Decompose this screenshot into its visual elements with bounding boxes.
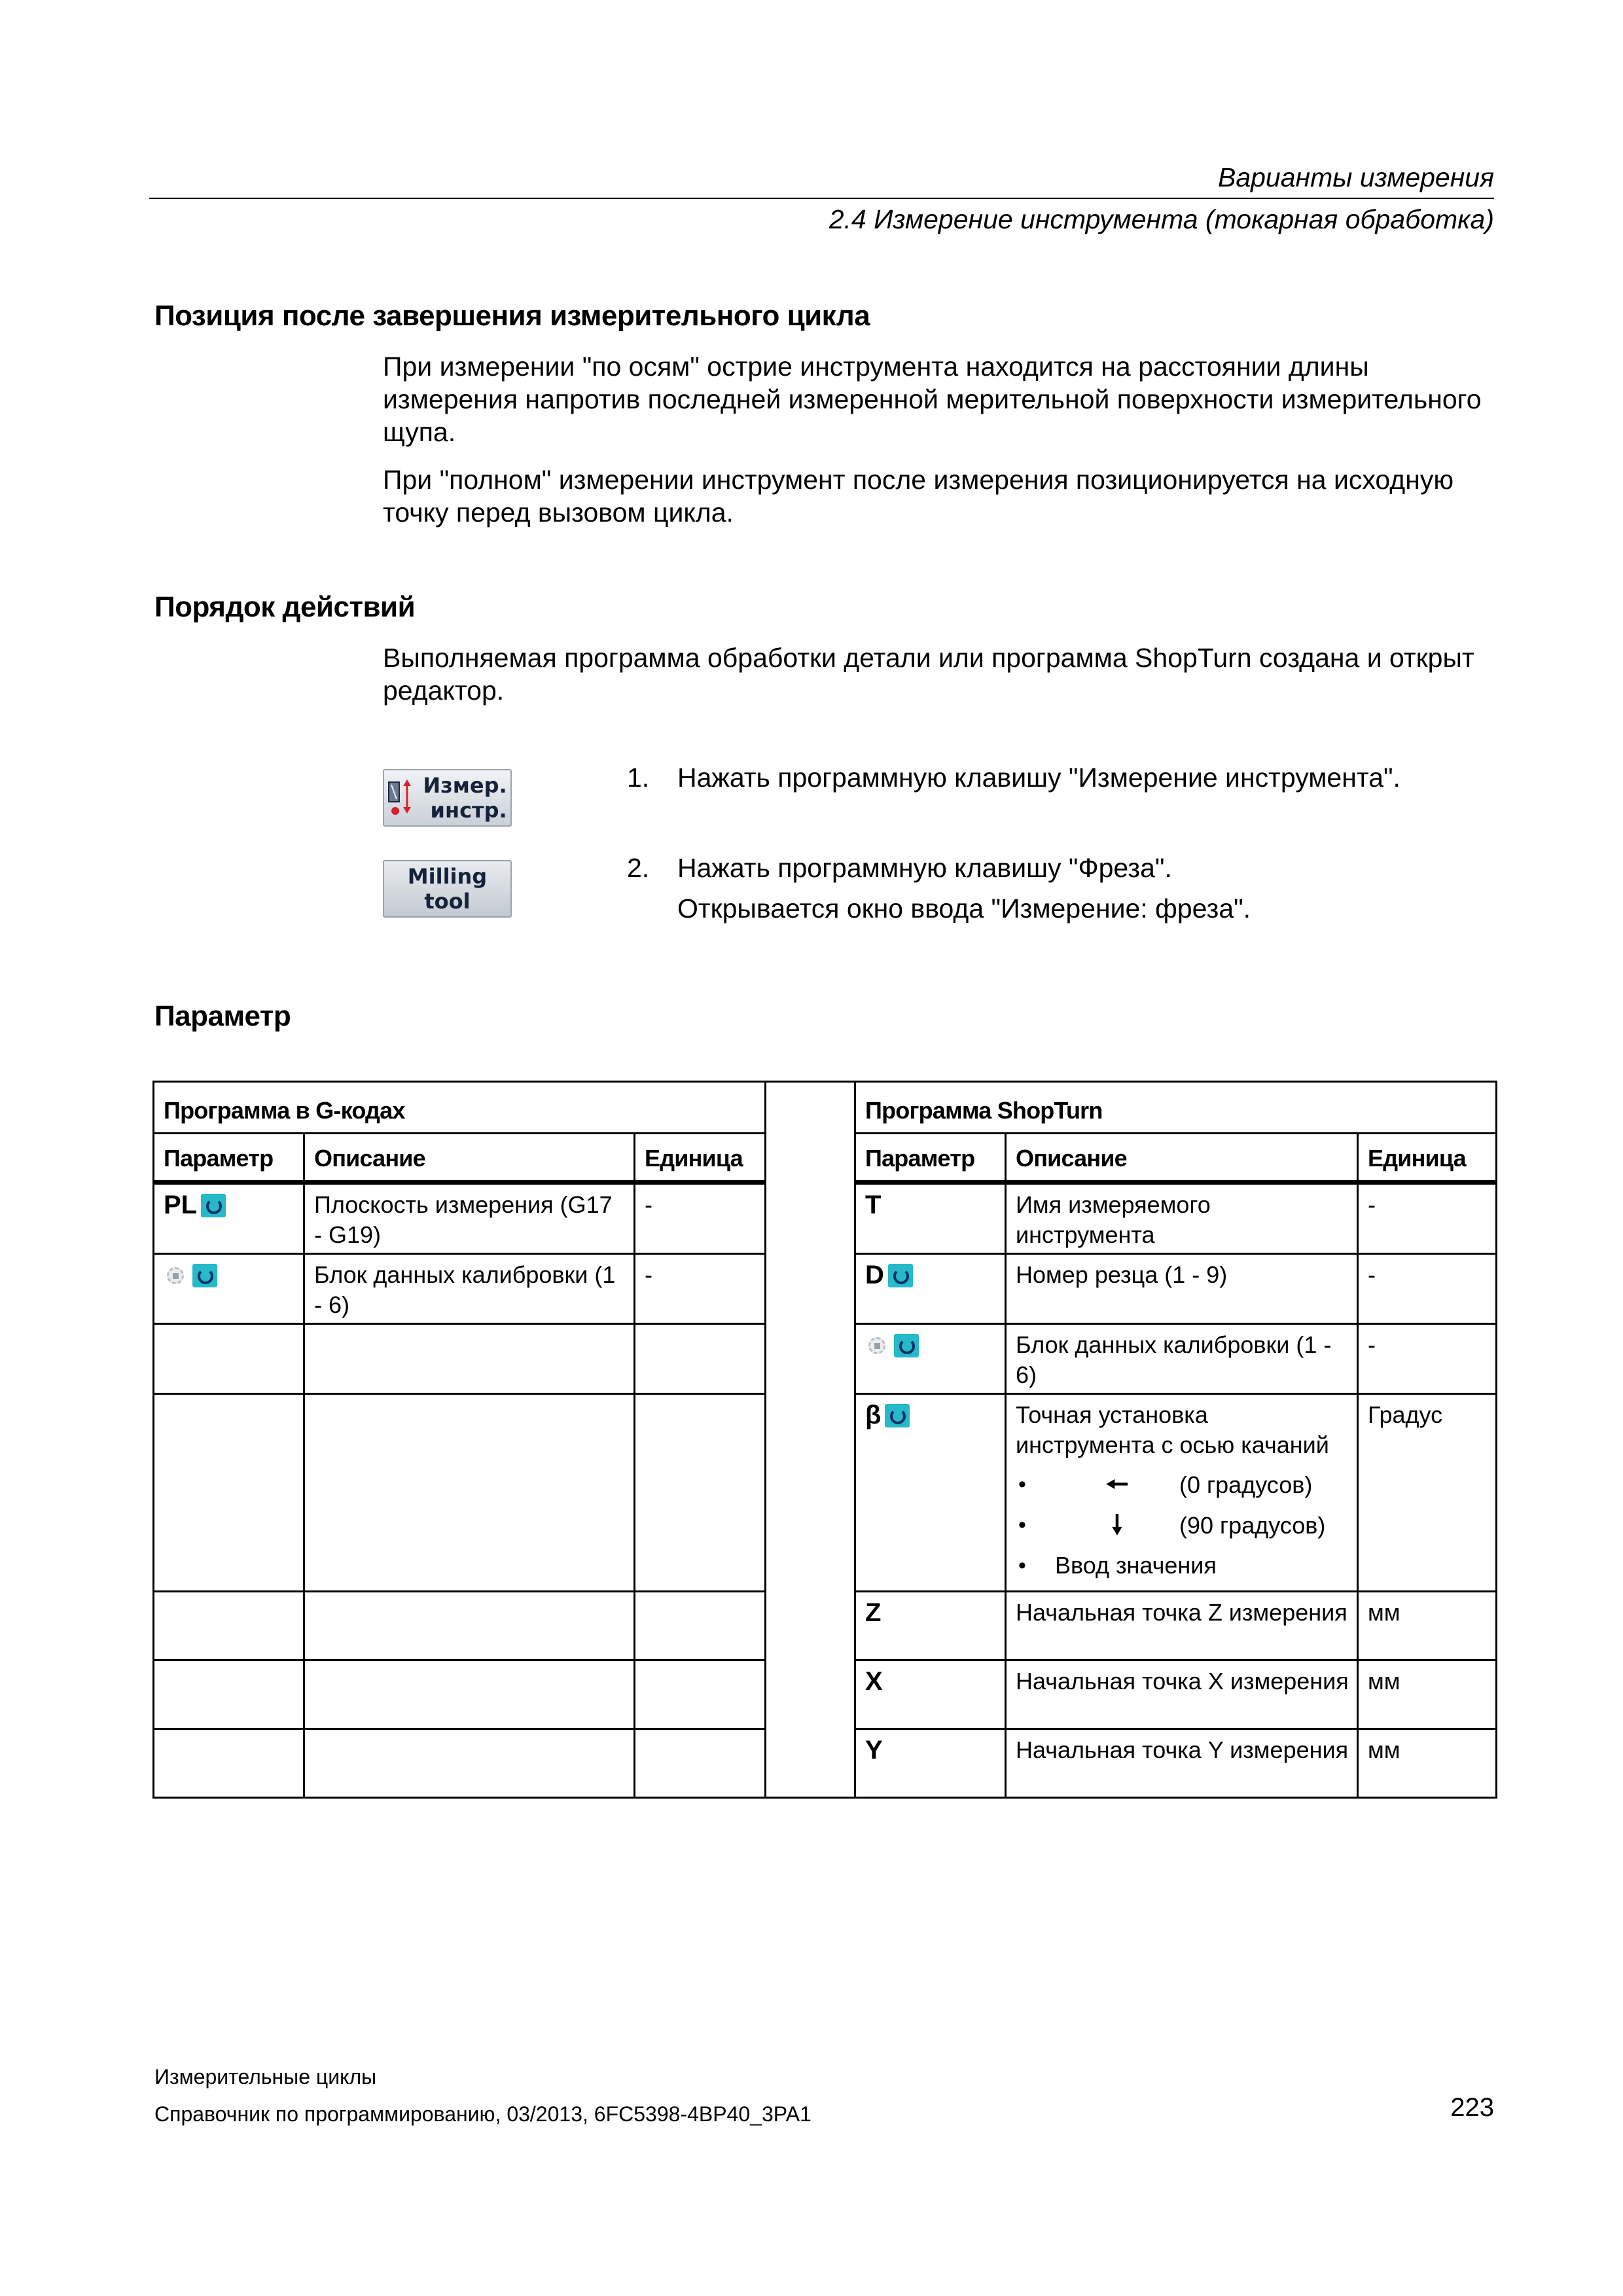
section-title-parameters: Параметр	[154, 1000, 291, 1032]
unit-cell: мм	[1358, 1729, 1497, 1798]
option-0-deg: • 🠔 (0 градусов)	[1016, 1464, 1349, 1505]
empty-cell	[154, 1324, 304, 1394]
empty-cell	[154, 1729, 304, 1798]
empty-cell	[635, 1729, 766, 1798]
desc-cell: Номер резца (1 - 9)	[1006, 1254, 1358, 1324]
measure-tool-icon	[387, 778, 416, 817]
param-name: β	[865, 1401, 882, 1429]
desc-cell	[1006, 1394, 1358, 1592]
empty-cell	[304, 1660, 635, 1729]
header-chapter: Варианты измерения	[1217, 162, 1494, 192]
table-spacer-column	[766, 1082, 855, 1798]
desc-cell: Начальная точка X измерения	[1006, 1660, 1358, 1729]
gcode-col-param: Параметр	[154, 1134, 304, 1183]
step-1-text: Нажать программную клавишу "Измерение инструмента".	[677, 762, 1400, 793]
header-section: 2.4 Измерение инструмента (токарная обработка)	[829, 204, 1494, 234]
shopturn-col-param: Параметр	[855, 1134, 1006, 1183]
option-90-deg: • 🠗 (90 градусов)	[1016, 1505, 1349, 1545]
beta-description: Точная установка инструмента с осью качаний	[1016, 1401, 1329, 1458]
milling-tool-softkey-line2: tool	[424, 889, 471, 914]
unit-cell: мм	[1358, 1592, 1497, 1660]
param-cell: X	[855, 1660, 1006, 1729]
param-cell	[855, 1394, 1006, 1592]
empty-cell	[304, 1592, 635, 1660]
param-name: PL	[164, 1191, 198, 1219]
measure-tool-softkey[interactable]	[383, 769, 512, 827]
section-title-procedure: Порядок действий	[154, 591, 416, 623]
footer-reference: Справочник по программированию, 03/2013, 6FC5398-4BP40_3PA1	[154, 2102, 812, 2126]
desc-cell: Блок данных калибровки (1 - 6)	[304, 1254, 635, 1324]
step-1-number: 1.	[627, 762, 650, 793]
empty-cell	[635, 1394, 766, 1592]
unit-cell: -	[1358, 1183, 1497, 1254]
param-cell: Y	[855, 1729, 1006, 1798]
calibration-data-icon	[865, 1334, 890, 1357]
empty-cell	[304, 1394, 635, 1592]
gcode-col-desc: Описание	[304, 1134, 635, 1183]
toggle-icon[interactable]	[201, 1194, 226, 1217]
empty-cell	[635, 1592, 766, 1660]
step-2-number: 2.	[627, 853, 650, 883]
desc-cell: Начальная точка Y измерения	[1006, 1729, 1358, 1798]
desc-cell: Имя измеряемого инструмента	[1006, 1183, 1358, 1254]
parameter-table	[152, 1081, 1497, 1799]
param-cell: Z	[855, 1592, 1006, 1660]
param-cell	[855, 1254, 1006, 1324]
unit-cell: Градус	[1358, 1394, 1497, 1592]
page-number: 223	[1450, 2093, 1494, 2122]
empty-cell	[635, 1324, 766, 1394]
shopturn-col-unit: Единица	[1358, 1134, 1497, 1183]
measure-tool-softkey-line2: инстр.	[430, 798, 507, 823]
unit-cell: -	[1358, 1254, 1497, 1324]
empty-cell	[154, 1592, 304, 1660]
position-paragraph-1: При измерении "по осям" острие инструмента находится на расстоянии длины измерения напротив последней измеренной мерительной поверхности измерительного щупа.	[383, 351, 1482, 447]
empty-cell	[304, 1324, 635, 1394]
footer-book-title: Измерительные циклы	[154, 2065, 377, 2089]
option-value-input: • Ввод значения	[1016, 1545, 1349, 1586]
beta-options	[1016, 1464, 1349, 1586]
param-name: D	[865, 1261, 884, 1289]
toggle-icon[interactable]	[192, 1264, 217, 1287]
gcode-program-header: Программа в G-кодах	[154, 1082, 766, 1134]
section-title-position: Позиция после завершения измерительного цикла	[154, 300, 870, 332]
empty-cell	[154, 1394, 304, 1592]
empty-cell	[154, 1660, 304, 1729]
calibration-data-icon	[164, 1264, 188, 1287]
param-cell	[154, 1183, 304, 1254]
shopturn-col-desc: Описание	[1006, 1134, 1358, 1183]
empty-cell	[304, 1729, 635, 1798]
arrow-down-icon: 🠗	[1111, 1511, 1123, 1539]
desc-cell: Плоскость измерения (G17 - G19)	[304, 1183, 635, 1254]
toggle-icon[interactable]	[885, 1404, 910, 1427]
measure-tool-softkey-line1: Измер.	[423, 773, 507, 798]
unit-cell: -	[635, 1254, 766, 1324]
toggle-icon[interactable]	[894, 1334, 919, 1357]
milling-tool-softkey-line1: Milling	[407, 864, 488, 889]
position-paragraph-2: При "полном" измерении инструмент после измерения позиционируется на исходную точку перед вызовом цикла.	[383, 465, 1454, 528]
arrow-left-icon: 🠔	[1105, 1470, 1129, 1499]
milling-tool-softkey[interactable]	[383, 860, 512, 918]
header-rule	[149, 198, 1494, 199]
unit-cell: мм	[1358, 1660, 1497, 1729]
shopturn-program-header: Программа ShopTurn	[855, 1082, 1497, 1134]
desc-cell: Блок данных калибровки (1 - 6)	[1006, 1324, 1358, 1394]
desc-cell: Начальная точка Z измерения	[1006, 1592, 1358, 1660]
unit-cell: -	[635, 1183, 766, 1254]
param-cell: T	[855, 1183, 1006, 1254]
empty-cell	[635, 1660, 766, 1729]
step-2-text: Нажать программную клавишу "Фреза".	[677, 853, 1172, 883]
param-cell	[855, 1324, 1006, 1394]
toggle-icon[interactable]	[888, 1264, 913, 1287]
param-cell	[154, 1254, 304, 1324]
unit-cell: -	[1358, 1324, 1497, 1394]
step-2-result: Открывается окно ввода "Измерение: фреза".	[677, 893, 1251, 924]
procedure-intro: Выполняемая программа обработки детали или программа ShopTurn создана и открыт редактор.	[383, 643, 1474, 706]
gcode-col-unit: Единица	[635, 1134, 766, 1183]
